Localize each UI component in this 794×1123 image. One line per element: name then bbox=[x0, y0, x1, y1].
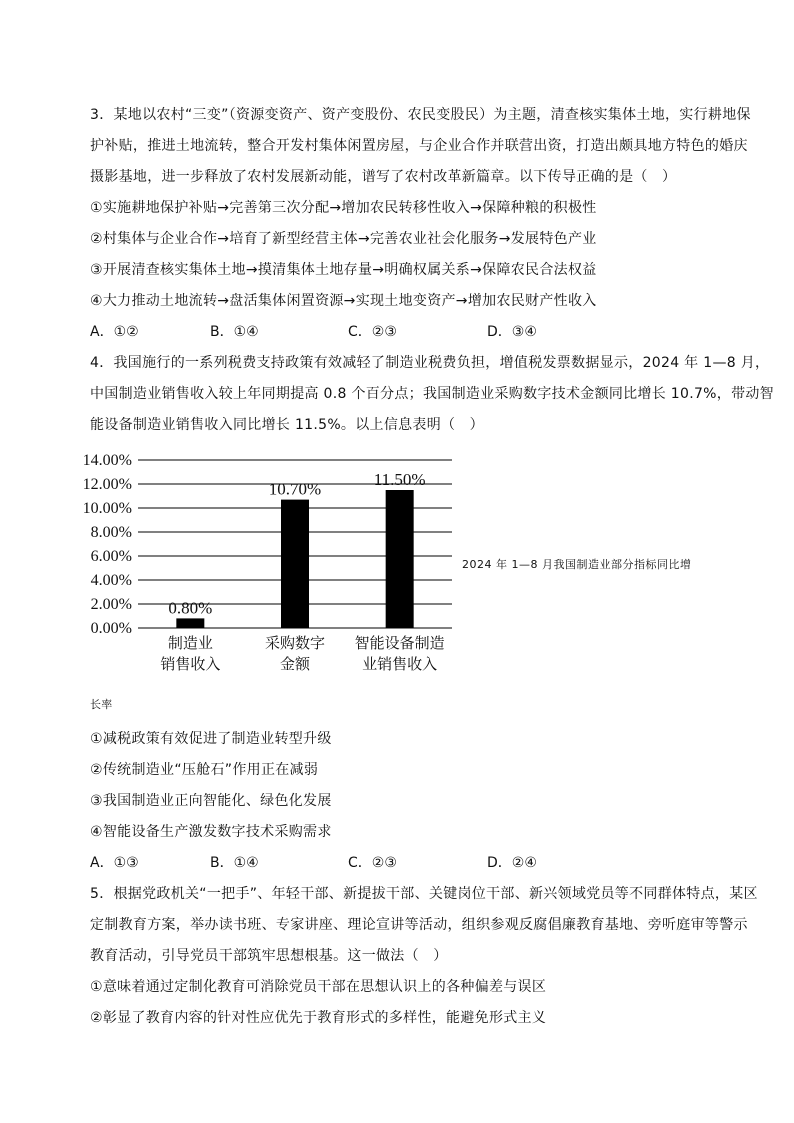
data-label: 0.80% bbox=[168, 598, 213, 618]
chart-title-continued: 长率 bbox=[90, 698, 113, 711]
q3-item-4: ④大力推动土地流转→盘活集体闲置资源→实现土地变资产→增加农民财产性收入 bbox=[90, 293, 597, 309]
q3-stem-line-1: 3．某地以农村“三变”（资源变资产、资产变股份、农民变股民）为主题，清查核实集体土地，实行耕地保 bbox=[90, 107, 751, 123]
q4-option-c[interactable]: C．②③ bbox=[348, 855, 397, 871]
x-tick-label: 业销售收入 bbox=[362, 655, 438, 673]
q4-item-3: ③我国制造业正向智能化、绿色化发展 bbox=[90, 793, 332, 809]
y-tick-label: 6.00% bbox=[90, 548, 132, 565]
q4-stem-line-1: 4．我国施行的一系列税费支持政策有效减轻了制造业税费负担，增值税发票数据显示，2024 年 1—8 月， bbox=[90, 355, 770, 371]
y-tick-label: 10.00% bbox=[82, 500, 132, 517]
q5-stem-line-1: 5．根据党政机关“一把手”、年轻干部、新提拔干部、关键岗位干部、新兴领域党员等不同群体特点，某区 bbox=[90, 886, 758, 902]
x-tick-label: 智能设备制造 bbox=[354, 634, 445, 652]
chart-title: 2024 年 1—8 月我国制造业部分指标同比增 bbox=[462, 558, 692, 571]
q4-stem-line-3: 能设备制造业销售收入同比增长 11.5%。以上信息表明（ ） bbox=[90, 417, 484, 433]
x-tick-label: 销售收入 bbox=[160, 655, 221, 673]
q3-stem-line-2: 护补贴，推进土地流转，整合开发村集体闲置房屋，与企业合作并联营出资，打造出颇具地方特色的婚庆 bbox=[90, 138, 748, 154]
y-tick-label: 12.00% bbox=[82, 476, 132, 493]
bar bbox=[176, 618, 204, 628]
y-tick-label: 8.00% bbox=[90, 524, 132, 541]
q4-option-d[interactable]: D．②④ bbox=[487, 855, 537, 871]
y-tick-label: 4.00% bbox=[90, 572, 132, 589]
q5-stem-line-3: 教育活动，引导党员干部筑牢思想根基。这一做法（ ） bbox=[90, 948, 448, 964]
x-tick-label: 制造业 bbox=[167, 634, 213, 652]
data-label: 11.50% bbox=[373, 470, 426, 489]
q3-item-1: ①实施耕地保护补贴→完善第三次分配→增加农民转移性收入→保障种粮的积极性 bbox=[90, 200, 597, 216]
y-tick-label: 2.00% bbox=[90, 596, 132, 613]
y-tick-label: 0.00% bbox=[90, 620, 132, 637]
q4-stem-line-2: 中国制造业销售收入较上年同期提高 0.8 个百分点；我国制造业采购数字技术金额同比增长 10.7%，带动智 bbox=[90, 386, 774, 402]
q5-item-1: ①意味着通过定制化教育可消除党员干部在思想认识上的各种偏差与误区 bbox=[90, 979, 547, 995]
q3-option-c[interactable]: C．②③ bbox=[348, 324, 397, 340]
bar bbox=[281, 500, 309, 628]
q3-option-b[interactable]: B．①④ bbox=[210, 324, 259, 340]
q5-item-2: ②彰显了教育内容的针对性应优先于教育形式的多样性，能避免形式主义 bbox=[90, 1010, 547, 1026]
q4-item-4: ④智能设备生产激发数字技术采购需求 bbox=[90, 824, 332, 840]
q4-option-a[interactable]: A．①③ bbox=[90, 855, 139, 871]
bar-chart bbox=[60, 448, 460, 678]
q4-item-1: ①减税政策有效促进了制造业转型升级 bbox=[90, 731, 332, 747]
bar bbox=[386, 490, 414, 628]
y-tick-label: 14.00% bbox=[82, 452, 132, 469]
q5-stem-line-2: 定制教育方案，举办读书班、专家讲座、理论宣讲等活动，组织参观反腐倡廉教育基地、旁听庭审等警示 bbox=[90, 917, 748, 933]
data-label: 10.70% bbox=[268, 479, 322, 499]
q3-stem-line-3: 摄影基地，进一步释放了农村发展新动能，谱写了农村改革新篇章。以下传导正确的是（ ） bbox=[90, 169, 677, 185]
q4-item-2: ②传统制造业“压舱石”作用正在减弱 bbox=[90, 762, 319, 778]
q4-option-b[interactable]: B．①④ bbox=[210, 855, 259, 871]
q3-option-a[interactable]: A．①② bbox=[90, 324, 139, 340]
q3-option-d[interactable]: D．③④ bbox=[487, 324, 537, 340]
q3-item-3: ③开展清查核实集体土地→摸清集体土地存量→明确权属关系→保障农民合法权益 bbox=[90, 262, 597, 278]
x-tick-label: 金额 bbox=[279, 655, 311, 673]
q3-item-2: ②村集体与企业合作→培育了新型经营主体→完善农业社会化服务→发展特色产业 bbox=[90, 231, 597, 247]
x-tick-label: 采购数字 bbox=[264, 634, 326, 652]
